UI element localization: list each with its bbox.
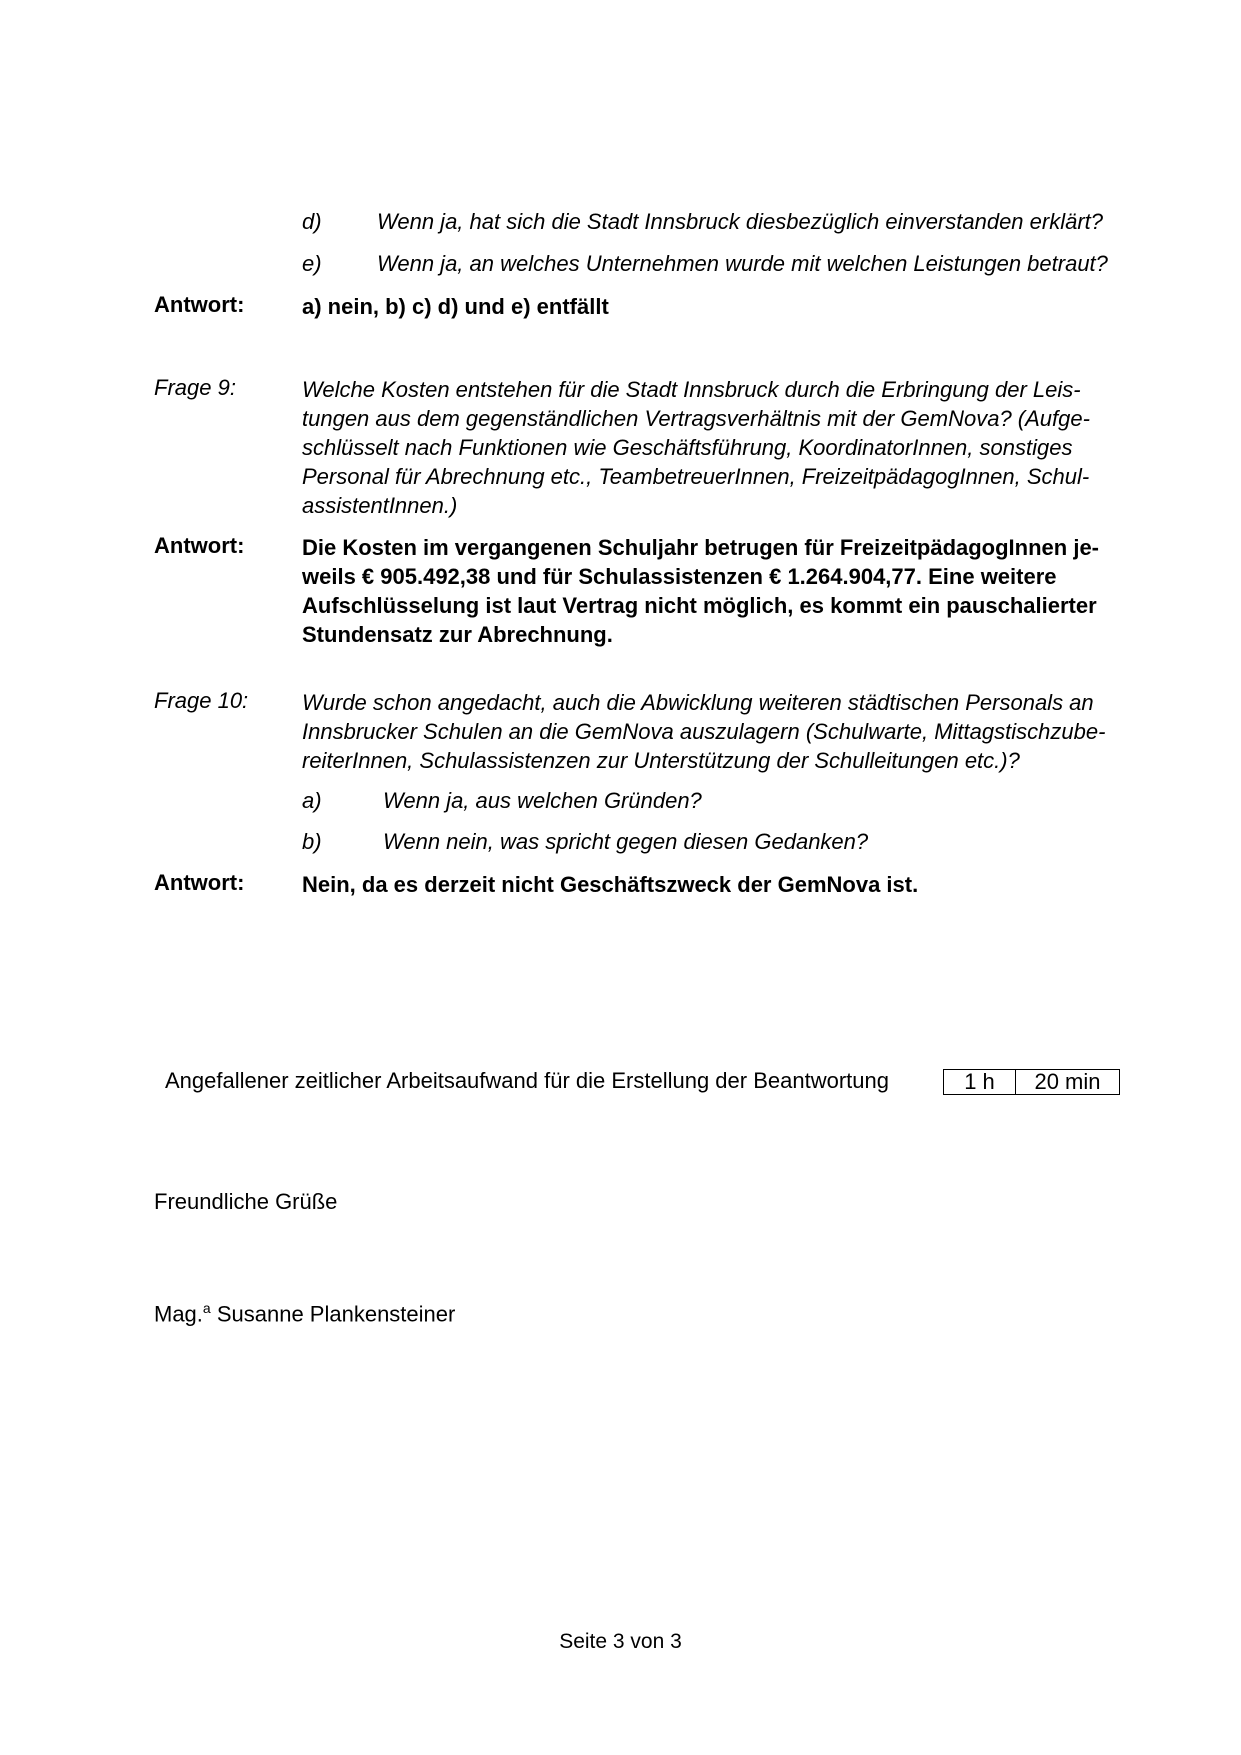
q10-line: Innsbrucker Schulen an die GemNova auszulagern (Schulwarte, Mittagstischzube- [302,719,1106,744]
q9-line: schlüsselt nach Funktionen wie Geschäftsführung, KoordinatorInnen, sonstiges [302,435,1073,460]
q10-question [302,688,1142,775]
q9-answer-line: Aufschlüsselung ist laut Vertrag nicht möglich, es kommt ein pauschalierter [302,593,1097,618]
q8-answer: a) nein, b) c) d) und e) entfällt [302,294,609,319]
q9-answer-label: Antwort: [154,533,245,558]
q9-answer [302,533,1142,649]
q10-answer-label: Antwort: [154,870,245,895]
q10-item-b-letter: b) [302,829,322,854]
q10-item-a-text: Wenn ja, aus welchen Gründen? [383,788,702,813]
q9-question [302,375,1142,520]
q8-item-d-text: Wenn ja, hat sich die Stadt Innsbruck diesbezüglich einverstanden erklärt? [377,209,1104,234]
q9-answer-line: Stundensatz zur Abrechnung. [302,622,613,647]
q9-line: Welche Kosten entstehen für die Stadt Innsbruck durch die Erbringung der Leis- [302,377,1081,402]
q10-item-b-text: Wenn nein, was spricht gegen diesen Gedanken? [383,829,869,854]
q10-item-a-letter: a) [302,788,322,813]
page-number: Seite 3 von 3 [559,1630,682,1653]
q8-item-e-text: Wenn ja, an welches Unternehmen wurde mit welchen Leistungen betraut? [377,251,1108,276]
signature-name: Susanne Plankensteiner [216,1301,456,1327]
q9-line: assistentInnen.) [302,493,458,518]
q8-item-d-letter: d) [302,209,322,234]
q10-line: reiterInnen, Schulassistenzen zur Unterstützung der Schulleitungen etc.)? [302,748,1020,773]
closing-greeting: Freundliche Grüße [154,1189,338,1214]
effort-label: Angefallener zeitlicher Arbeitsaufwand für die Erstellung der Beantwortung [165,1068,889,1093]
q8-item-e-letter: e) [302,251,322,276]
signature-name-line [154,1300,455,1327]
effort-table [943,1069,1120,1095]
q10-line: Wurde schon angedacht, auch die Abwicklung weiteren städtischen Personals an [302,690,1094,715]
q9-answer-line: Die Kosten im vergangenen Schuljahr betrugen für FreizeitpädagogInnen je- [302,535,1100,560]
q10-label: Frage 10: [154,688,249,713]
signature-title-sup: a [202,1300,211,1316]
effort-hours: 1 h [944,1070,1016,1095]
effort-minutes: 20 min [1016,1070,1120,1095]
signature-title: Mag. [154,1301,203,1327]
q9-label: Frage 9: [154,375,236,400]
q9-line: tungen aus dem gegenständlichen Vertragsverhältnis mit der GemNova? (Aufge- [302,406,1090,431]
q10-answer: Nein, da es derzeit nicht Geschäftszweck der GemNova ist. [302,872,919,897]
q9-line: Personal für Abrechnung etc., TeambetreuerInnen, FreizeitpädagogInnen, Schul- [302,464,1090,489]
q9-answer-line: weils € 905.492,38 und für Schulassistenzen € 1.264.904,77. Eine weitere [302,564,1057,589]
q8-answer-label: Antwort: [154,292,245,317]
